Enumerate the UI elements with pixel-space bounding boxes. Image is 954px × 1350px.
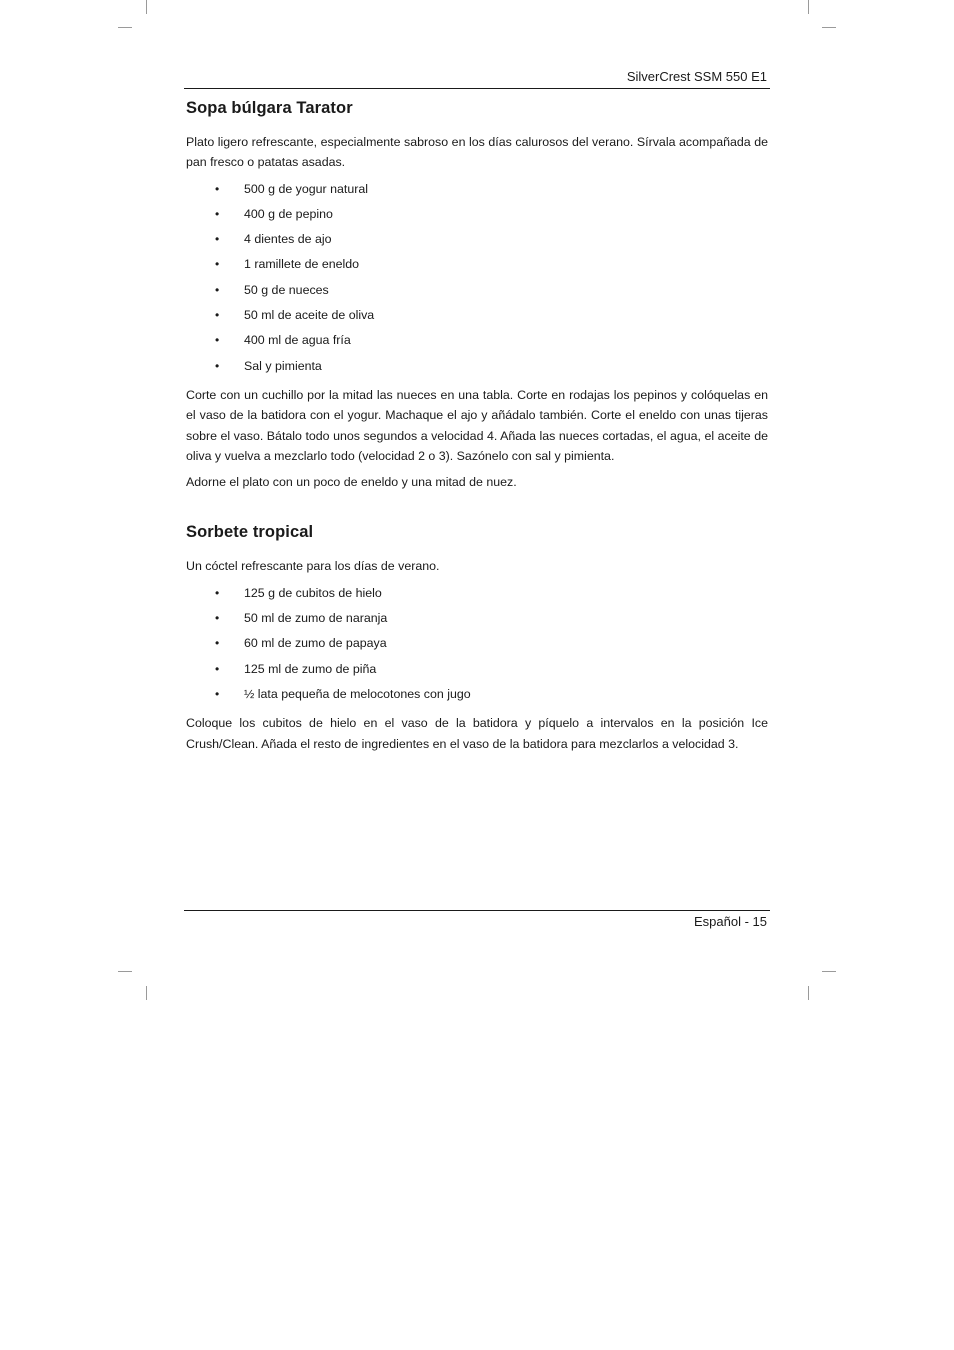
section-intro: Plato ligero refrescante, especialmente sabroso en los días calurosos del verano. Sírvala acompañada de pan fresco o patatas asadas. (186, 135, 768, 170)
ingredient-text: 125 ml de zumo de piña (244, 661, 377, 676)
section-instructions: Coloque los cubitos de hielo en el vaso de la batidora y píquelo a intervalos en la posición Ice Crush/Clean. Añada el resto de ingredientes en el vaso de la batidora para mezclarlos a velocidad 3. (186, 716, 768, 751)
ingredient-text: 400 ml de agua fría (244, 333, 351, 348)
section-garnish: Adorne el plato con un poco de eneldo y una mitad de nuez. (186, 475, 517, 490)
list-item (186, 229, 768, 254)
crop-mark (146, 986, 147, 1000)
bullet-icon: • (215, 686, 220, 701)
list-item (186, 280, 768, 305)
crop-mark (822, 971, 836, 972)
bullet-icon: • (215, 661, 220, 676)
ingredient-text: 125 g de cubitos de hielo (244, 585, 382, 600)
list-item (186, 204, 768, 229)
crop-mark (118, 27, 132, 28)
list-item (186, 608, 768, 633)
crop-mark (118, 971, 132, 972)
bullet-icon: • (215, 232, 220, 247)
bullet-icon: • (215, 585, 220, 600)
bullet-icon: • (215, 206, 220, 221)
bullet-icon: • (215, 611, 220, 626)
ingredient-text: 4 dientes de ajo (244, 232, 332, 247)
bullet-icon: • (215, 181, 220, 196)
ingredient-text: 1 ramillete de eneldo (244, 257, 360, 272)
list-item (186, 356, 768, 381)
ingredient-text: 60 ml de zumo de papaya (244, 636, 387, 651)
crop-mark (822, 27, 836, 28)
bullet-icon: • (215, 333, 220, 348)
list-item (186, 179, 768, 204)
bullet-icon: • (215, 257, 220, 272)
list-item (186, 684, 768, 709)
ingredient-text: 400 g de pepino (244, 206, 333, 221)
page-content (186, 96, 768, 760)
list-item (186, 583, 768, 608)
bullet-icon: • (215, 308, 220, 323)
ingredient-text: 50 g de nueces (244, 282, 329, 297)
list-item (186, 659, 768, 684)
ingredient-list (186, 583, 768, 709)
bullet-icon: • (215, 282, 220, 297)
section-intro: Un cóctel refrescante para los días de verano. (186, 559, 440, 574)
list-item (186, 305, 768, 330)
list-item (186, 633, 768, 658)
ingredient-text: 50 ml de aceite de oliva (244, 308, 375, 323)
header-title: SilverCrest SSM 550 E1 (626, 69, 767, 84)
crop-mark (808, 0, 809, 14)
ingredient-list (186, 179, 768, 381)
bullet-icon: • (215, 636, 220, 651)
ingredient-text: 50 ml de zumo de naranja (244, 611, 388, 626)
section-title: Sopa búlgara Tarator (186, 99, 353, 117)
ingredient-text: 500 g de yogur natural (244, 181, 368, 196)
ingredient-text: ½ lata pequeña de melocotones con jugo (244, 686, 471, 701)
footer-divider (184, 910, 770, 911)
page-number: Español - 15 (694, 914, 767, 929)
header-divider (184, 88, 770, 89)
ingredient-text: Sal y pimienta (244, 358, 322, 373)
crop-mark (808, 986, 809, 1000)
crop-mark (146, 0, 147, 14)
list-item (186, 330, 768, 355)
section-title: Sorbete tropical (186, 523, 314, 542)
list-item (186, 254, 768, 279)
bullet-icon: • (215, 358, 220, 373)
section-instructions: Corte con un cuchillo por la mitad las nueces en una tabla. Corte en rodajas los pepinos y colóquelas en el vaso de la batidora con el yogur. Machaque el ajo y añádalo también. Corte el eneldo con unas tijeras sobre el vaso. Bátalo todo unos segundos a velocidad 4. Añada las nueces cortadas, el agua, el aceite de oliva y vuelva a mezclarlo todo (velocidad 2 o 3). Sazónelo con sal y pimienta. (186, 387, 768, 463)
